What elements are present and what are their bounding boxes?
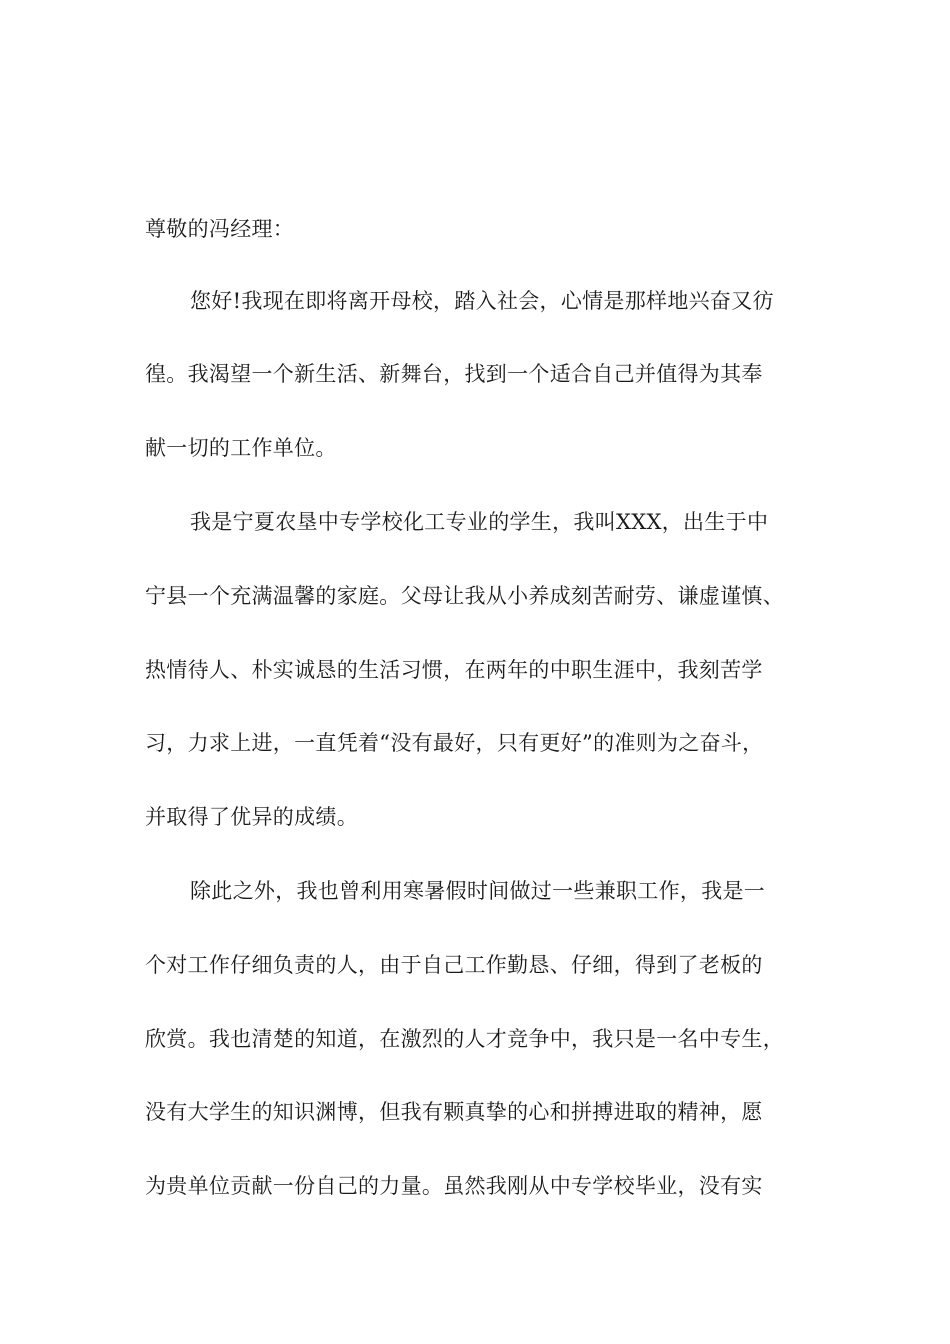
paragraph-line: 个对工作仔细负责的人，由于自己工作勤恳、仔细，得到了老板的 xyxy=(145,953,763,977)
paragraph-line: 您好!我现在即将离开母校，踏入社会，心情是那样地兴奋又彷 xyxy=(190,289,774,313)
paragraph-line: 没有大学生的知识渊博，但我有颗真挚的心和拼搏进取的精神，愿 xyxy=(145,1100,763,1124)
paragraph-line: 徨。我渴望一个新生活、新舞台，找到一个适合自己并值得为其奉 xyxy=(145,362,763,386)
paragraph-line: 为贵单位贡献一份自己的力量。虽然我刚从中专学校毕业，没有实 xyxy=(145,1174,763,1198)
paragraph-line: 并取得了优异的成绩。 xyxy=(145,805,358,829)
paragraph-line: 欣赏。我也清楚的知道，在激烈的人才竞争中，我只是一名中专生， xyxy=(145,1027,784,1051)
salutation: 尊敬的冯经理： xyxy=(145,217,295,241)
paragraph-line: 习，力求上进，一直凭着“没有最好，只有更好”的准则为之奋斗， xyxy=(145,731,764,755)
paragraph-line: 除此之外，我也曾利用寒暑假时间做过一些兼职工作，我是一 xyxy=(190,879,766,903)
paragraph-line: 宁县一个充满温馨的家庭。父母让我从小养成刻苦耐劳、谦虚谨慎、 xyxy=(145,584,784,608)
paragraph-line: 献一切的工作单位。 xyxy=(145,436,337,460)
paragraph-line: 我是宁夏农垦中专学校化工专业的学生，我叫XXX，出生于中 xyxy=(190,510,769,534)
paragraph-line: 热情待人、朴实诚恳的生活习惯，在两年的中职生涯中，我刻苦学 xyxy=(145,658,763,682)
